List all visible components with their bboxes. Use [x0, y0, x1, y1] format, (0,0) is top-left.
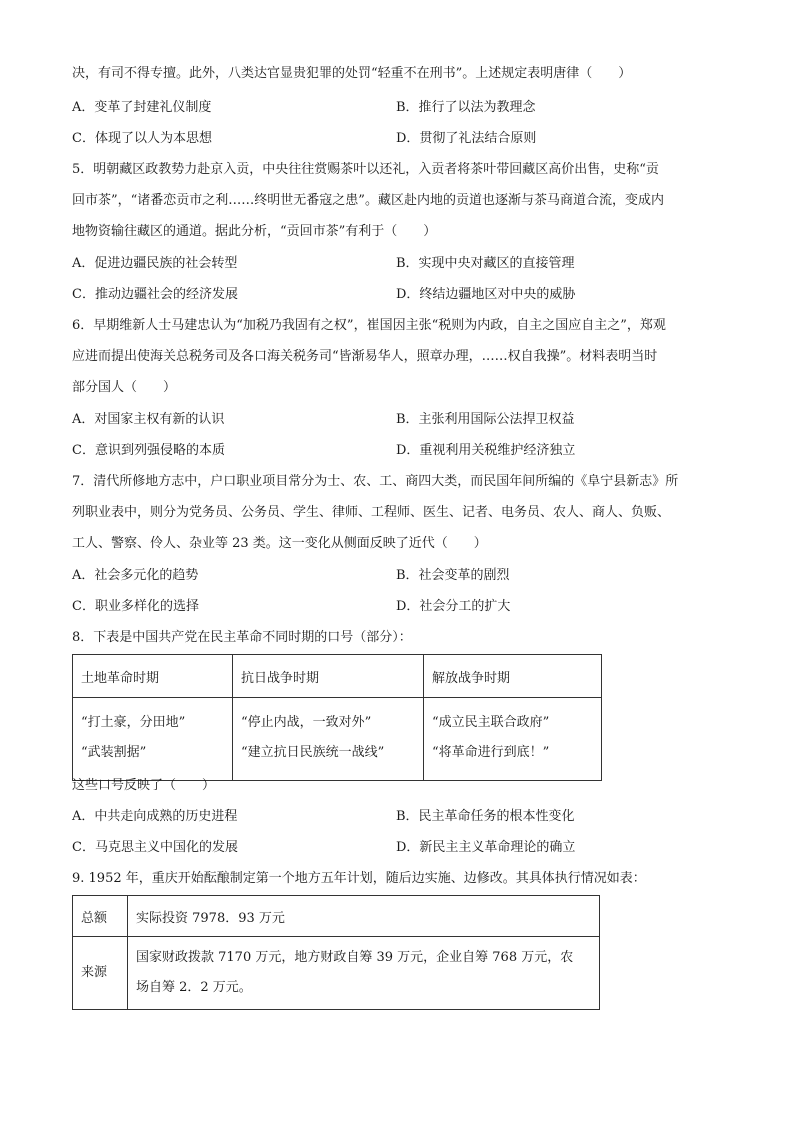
q9-intro: 9. 1952 年，重庆开始酝酿制定第一个地方五年计划，随后边实施、边修改。其具体执行情况如表： [72, 871, 646, 886]
q5-option-d[interactable]: D．终结边疆地区对中央的威胁 [396, 287, 576, 302]
table-header-cell: 抗日战争时期 [233, 655, 424, 698]
q8-option-a[interactable]: A．中共走向成熟的历史进程 [72, 809, 238, 824]
table-cell [128, 937, 600, 1010]
table-cell [73, 698, 233, 781]
q4-option-d[interactable]: D．贯彻了礼法结合原则 [396, 131, 537, 146]
table-row [73, 937, 600, 1010]
table-row-label: 总额 [73, 896, 128, 937]
slogan: “建立抗日民族统一战线” [241, 745, 385, 760]
slogan: “武装割据” [81, 745, 147, 760]
q5-option-c[interactable]: C．推动边疆社会的经济发展 [72, 287, 238, 302]
cell-line: 国家财政拨款 7170 万元，地方财政自筹 39 万元，企业自筹 768 万元，农 [136, 950, 574, 965]
q6-stem-line-3: 部分国人（ ） [72, 380, 177, 395]
q5-option-a[interactable]: A．促进边疆民族的社会转型 [72, 256, 238, 271]
slogan: “成立民主联合政府” [432, 715, 550, 730]
table-row [73, 896, 600, 937]
table-row-label: 来源 [73, 937, 128, 1010]
slogan: “将革命进行到底！” [432, 745, 550, 760]
q8-option-c[interactable]: C．马克思主义中国化的发展 [72, 840, 238, 855]
q6-option-c[interactable]: C．意识到列强侵略的本质 [72, 443, 225, 458]
q6-option-b[interactable]: B．主张利用国际公法捍卫权益 [396, 412, 575, 427]
q4-stem: 决，有司不得专擅。此外，八类达官显贵犯罪的处罚“轻重不在刑书”。上述规定表明唐律（ ） [72, 66, 632, 81]
q5-stem-line-2: 回市茶”，“诸番恋贡市之利……终明世无番寇之患”。藏区赴内地的贡道也逐渐与茶马商道合流，变成内 [72, 193, 664, 208]
q4-option-a[interactable]: A．变革了封建礼仪制度 [72, 100, 212, 115]
q4-option-b[interactable]: B．推行了以法为教理念 [396, 100, 536, 115]
q7-option-d[interactable]: D．社会分工的扩大 [396, 599, 511, 614]
table-header-cell: 解放战争时期 [424, 655, 602, 698]
table-header-row [73, 655, 602, 698]
q8-question: 这些口号反映了（ ） [72, 778, 216, 793]
cell-line: 场自筹 2．2 万元。 [136, 980, 252, 995]
q9-plan-table [72, 895, 600, 1010]
q6-option-a[interactable]: A．对国家主权有新的认识 [72, 412, 225, 427]
q7-stem-line-3: 工人、警察、伶人、杂业等 23 类。这一变化从侧面反映了近代（ ） [72, 536, 487, 551]
table-cell [424, 698, 602, 781]
table-cell: 实际投资 7978．93 万元 [128, 896, 600, 937]
q7-option-c[interactable]: C．职业多样化的选择 [72, 599, 199, 614]
q8-option-d[interactable]: D．新民主主义革命理论的确立 [396, 840, 576, 855]
q7-stem-line-1: 7．清代所修地方志中，户口职业项目常分为士、农、工、商四大类，而民国年间所编的《阜宁县新志》所 [72, 474, 679, 489]
q7-option-a[interactable]: A．社会多元化的趋势 [72, 568, 199, 583]
q6-stem-line-2: 应进而提出使海关总税务司及各口海关税务司“皆渐易华人，照章办理，……权自我操”。材料表明当时 [72, 349, 658, 364]
q8-slogan-table [72, 654, 602, 781]
table-header-cell: 土地革命时期 [73, 655, 233, 698]
q8-intro: 8．下表是中国共产党在民主革命不同时期的口号（部分）： [72, 630, 412, 645]
q6-stem-line-1: 6．早期维新人士马建忠认为“加税乃我固有之权”，崔国因主张“税则为内政，自主之国应自主之”，郑观 [72, 318, 666, 333]
q7-option-b[interactable]: B．社会变革的剧烈 [396, 568, 510, 583]
q5-option-b[interactable]: B．实现中央对藏区的直接管理 [396, 256, 575, 271]
table-row [73, 698, 602, 781]
q4-option-c[interactable]: C．体现了以人为本思想 [72, 131, 212, 146]
q5-stem-line-3: 地物资输往藏区的通道。据此分析，“贡回市茶”有利于（ ） [72, 224, 437, 239]
slogan: “打土豪，分田地” [81, 715, 186, 730]
slogan: “停止内战，一致对外” [241, 715, 372, 730]
q7-stem-line-2: 列职业表中，则分为党务员、公务员、学生、律师、工程师、医生、记者、电务员、农人、商人、负贩、 [72, 505, 671, 520]
q6-option-d[interactable]: D．重视利用关税维护经济独立 [396, 443, 576, 458]
q8-option-b[interactable]: B．民主革命任务的根本性变化 [396, 809, 575, 824]
table-cell [233, 698, 424, 781]
q5-stem-line-1: 5．明朝藏区政教势力赴京入贡，中央往往赏赐茶叶以还礼，入贡者将茶叶带回藏区高价出售，史称“贡 [72, 162, 659, 177]
